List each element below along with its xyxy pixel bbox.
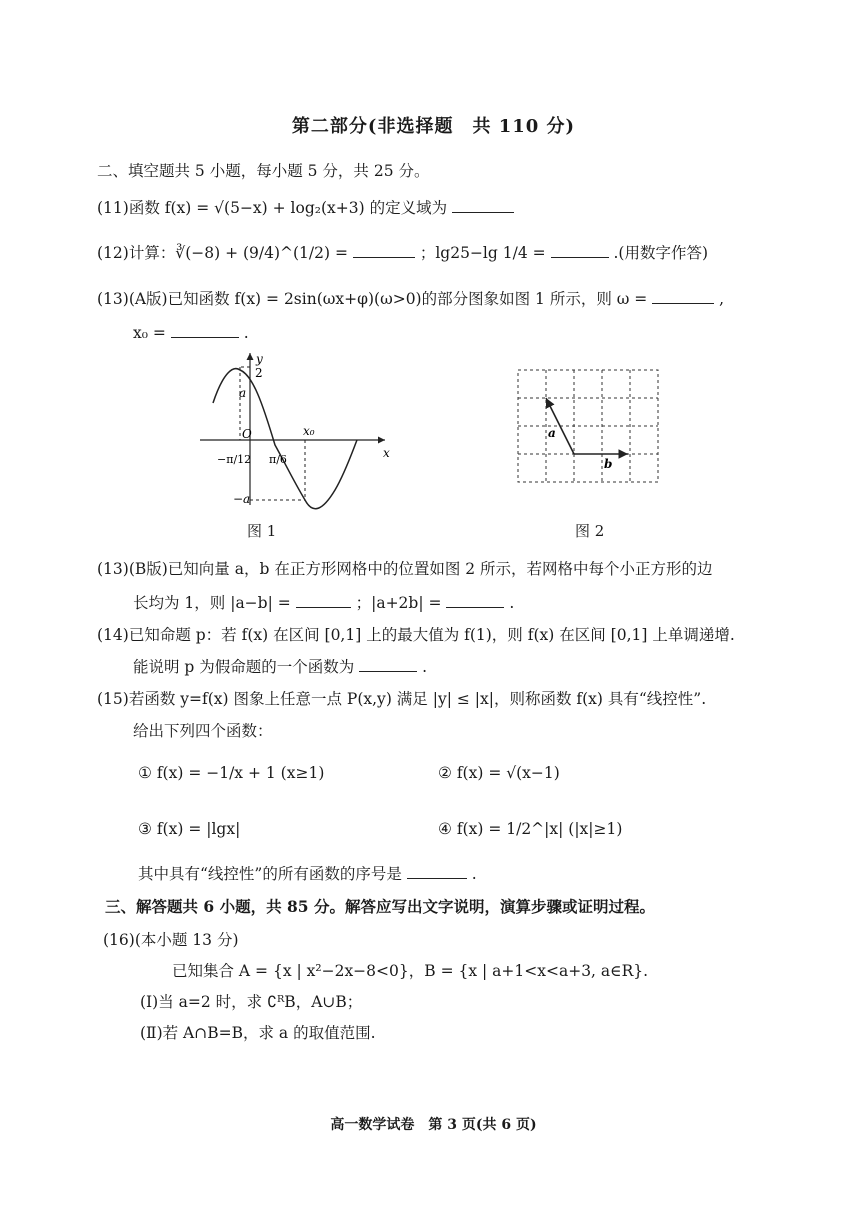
q15-option-4: ④ f(x) = 1/2^|x| (|x|≥1) bbox=[438, 820, 623, 838]
q15-option-3: ③ f(x) = |lgx| bbox=[138, 820, 241, 838]
figure-2-vector-grid bbox=[508, 365, 663, 490]
question-16-body: 已知集合 A = {x | x²−2x−8<0}，B = {x | a+1<x<a+3, a∈R}. bbox=[172, 962, 649, 980]
question-14-line2: 能说明 p 为假命题的一个函数为 . bbox=[133, 658, 428, 676]
q12-part-c: .(用数字作答) bbox=[613, 244, 709, 262]
q15-option-1: ① f(x) = −1/x + 1 (x≥1) bbox=[138, 764, 325, 782]
q13a-x0-label: x₀ = bbox=[133, 324, 166, 342]
label-2: 2 bbox=[255, 366, 263, 380]
q11-text: (11)函数 f(x) = √(5−x) + log₂(x+3) 的定义域为 bbox=[97, 199, 448, 217]
question-13a-line1: (13)(A版)已知函数 f(x) = 2sin(ωx+φ)(ω>0)的部分图象如图 1 所示，则 ω = , bbox=[97, 290, 725, 308]
label-a: a bbox=[239, 386, 247, 400]
x0-label: x₀ bbox=[303, 424, 315, 438]
question-12 bbox=[97, 242, 708, 264]
section-2-heading: 二、填空题共 5 小题，每小题 5 分，共 25 分。 bbox=[97, 162, 430, 180]
neg-pi-12-label: −π/12 bbox=[217, 453, 252, 466]
label-neg-a: −a bbox=[233, 492, 251, 506]
question-14-line1: (14)已知命题 p：若 f(x) 在区间 [0,1] 上的最大值为 f(1)，则 f(x) 在区间 [0,1] 上单调递增. bbox=[97, 626, 735, 644]
question-11 bbox=[97, 197, 514, 219]
pi-6-label: π/6 bbox=[269, 453, 287, 466]
q14-text: 能说明 p 为假命题的一个函数为 bbox=[133, 658, 355, 676]
q13b-part-a: 长均为 1，则 |a−b| = bbox=[133, 594, 291, 612]
question-16-part-1: (Ⅰ)当 a=2 时，求 ∁ᴿB，A∪B； bbox=[140, 993, 363, 1011]
y-axis-label: y bbox=[256, 352, 263, 366]
q12-answer-blank-2[interactable] bbox=[551, 243, 609, 258]
question-13a-line2: x₀ = . bbox=[133, 324, 249, 342]
figure-1-caption: 图 1 bbox=[247, 522, 277, 540]
vector-b-label: b bbox=[604, 457, 613, 471]
page-footer: 高一数学试卷 第 3 页(共 6 页) bbox=[330, 1117, 537, 1133]
origin-label: O bbox=[242, 427, 252, 441]
x-axis-label: x bbox=[383, 446, 390, 460]
part-title: 第二部分(非选择题 共 110 分) bbox=[291, 116, 576, 137]
question-16-heading: (16)(本小题 13 分) bbox=[103, 931, 239, 949]
question-15-line3: 其中具有“线控性”的所有函数的序号是 . bbox=[138, 865, 477, 883]
q13a-x0-blank[interactable] bbox=[171, 323, 239, 338]
question-15-line1: (15)若函数 y=f(x) 图象上任意一点 P(x,y) 满足 |y| ≤ |x|，则称函数 f(x) 具有“线控性”. bbox=[97, 690, 707, 708]
figure-2-caption: 图 2 bbox=[575, 522, 605, 540]
q13b-part-b: ；|a+2b| = bbox=[355, 594, 442, 612]
q15-answer-prompt: 其中具有“线控性”的所有函数的序号是 bbox=[138, 865, 402, 883]
q13a-omega-blank[interactable] bbox=[652, 289, 714, 304]
q13a-text: (13)(A版)已知函数 f(x) = 2sin(ωx+φ)(ω>0)的部分图象如图 1 所示，则 ω = bbox=[97, 290, 648, 308]
question-16-part-2: (Ⅱ)若 A∩B=B，求 a 的取值范围. bbox=[140, 1024, 376, 1042]
sine-curve bbox=[213, 369, 357, 509]
q15-answer-blank[interactable] bbox=[407, 864, 467, 879]
question-15-line2: 给出下列四个函数： bbox=[133, 722, 273, 740]
q12-part-a: (12)计算：∛(−8) + (9/4)^(1/2) = bbox=[97, 244, 348, 262]
q14-answer-blank[interactable] bbox=[359, 657, 417, 672]
question-13b-line2: 长均为 1，则 |a−b| = ；|a+2b| = . bbox=[133, 594, 515, 612]
q15-option-2: ② f(x) = √(x−1) bbox=[438, 764, 560, 782]
grid-lines bbox=[518, 370, 658, 482]
q12-part-b: ；lg25−lg 1/4 = bbox=[419, 244, 546, 262]
q13b-blank-1[interactable] bbox=[296, 593, 351, 608]
question-13b-line1: (13)(B版)已知向量 a，b 在正方形网格中的位置如图 2 所示，若网格中每个小正方形的边 bbox=[97, 560, 713, 578]
q12-answer-blank-1[interactable] bbox=[353, 243, 415, 258]
q13b-blank-2[interactable] bbox=[446, 593, 504, 608]
figure-1-sine-graph bbox=[195, 345, 400, 520]
vector-a-label: a bbox=[548, 426, 556, 440]
q11-answer-blank[interactable] bbox=[452, 198, 514, 213]
section-3-heading: 三、解答题共 6 小题，共 85 分。解答应写出文字说明，演算步骤或证明过程。 bbox=[105, 897, 655, 916]
